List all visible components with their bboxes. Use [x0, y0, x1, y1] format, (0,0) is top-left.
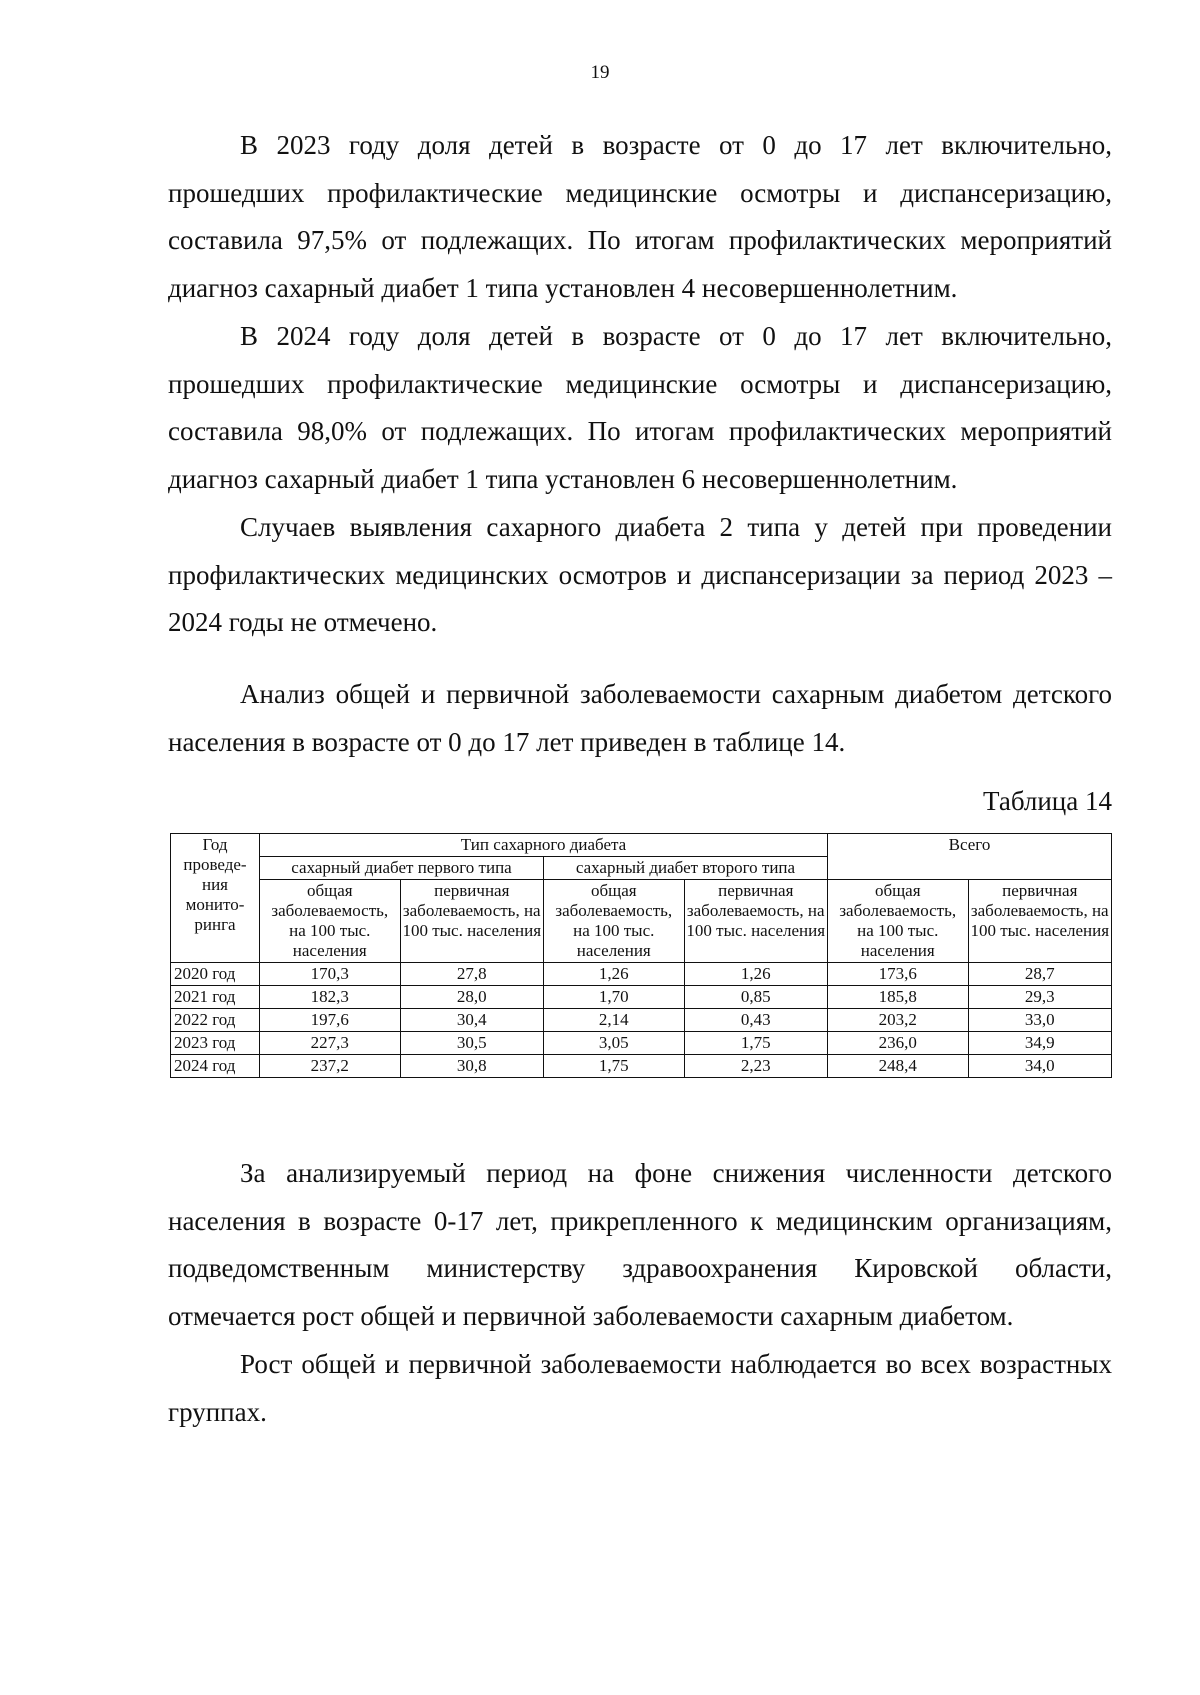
paragraph-6: Рост общей и первичной заболеваемости наблюдается во всех возрастных группах. — [168, 1349, 1112, 1427]
cell-value: 173,6 — [827, 963, 968, 986]
paragraph-2: В 2024 году доля детей в возрасте от 0 до 17 лет включительно, прошедших профилактические медицинские осмотры и диспансеризацию, составила 98,0% от подлежащих. По итогам профилактических мероприятий диагноз сахарный диабет 1 типа установлен 6 несовершеннолетним. — [168, 321, 1112, 494]
cell-value: 34,9 — [968, 1032, 1111, 1055]
cell-year: 2022 год — [171, 1009, 260, 1032]
header-total: Всего — [827, 834, 1111, 880]
cell-value: 227,3 — [260, 1032, 401, 1055]
cell-value: 2,14 — [543, 1009, 684, 1032]
table-row — [171, 1032, 1112, 1055]
cell-value: 28,0 — [400, 986, 543, 1009]
paragraph-1: В 2023 году доля детей в возрасте от 0 до 17 лет включительно, прошедших профилактические медицинские осмотры и диспансеризацию, составила 97,5% от подлежащих. По итогам профилактических мероприятий диагноз сахарный диабет 1 типа установлен 4 несовершеннолетним. — [168, 130, 1112, 303]
cell-value: 236,0 — [827, 1032, 968, 1055]
cell-value: 1,26 — [543, 963, 684, 986]
cell-year: 2020 год — [171, 963, 260, 986]
cell-year: 2024 год — [171, 1055, 260, 1078]
header-diabetes-type: Тип сахарного диабета — [260, 834, 828, 857]
header-type1-primary: первичная заболеваемость, на 100 тыс. населения — [400, 880, 543, 963]
header-year: Год проведе-ния монито-ринга — [171, 834, 260, 963]
header-total-general: общая заболеваемость, на 100 тыс. населения — [827, 880, 968, 963]
cell-value: 34,0 — [968, 1055, 1111, 1078]
cell-value: 30,8 — [400, 1055, 543, 1078]
cell-value: 0,43 — [684, 1009, 827, 1032]
cell-value: 3,05 — [543, 1032, 684, 1055]
cell-year: 2023 год — [171, 1032, 260, 1055]
cell-value: 182,3 — [260, 986, 401, 1009]
header-type1-general: общая заболеваемость, на 100 тыс. населения — [260, 880, 401, 963]
table-caption: Таблица 14 — [983, 786, 1112, 816]
cell-value: 1,75 — [684, 1032, 827, 1055]
header-total-primary: первичная заболеваемость, на 100 тыс. населения — [968, 880, 1111, 963]
cell-value: 203,2 — [827, 1009, 968, 1032]
cell-value: 1,26 — [684, 963, 827, 986]
header-type2: сахарный диабет второго типа — [543, 857, 827, 880]
table-row — [171, 1009, 1112, 1032]
paragraph-3: Случаев выявления сахарного диабета 2 типа у детей при проведении профилактических медицинских осмотров и диспансеризации за период 2023 – 2024 годы не отмечено. — [168, 512, 1112, 637]
cell-value: 33,0 — [968, 1009, 1111, 1032]
cell-value: 197,6 — [260, 1009, 401, 1032]
header-type2-general: общая заболеваемость, на 100 тыс. населения — [543, 880, 684, 963]
cell-value: 248,4 — [827, 1055, 968, 1078]
page-number: 19 — [590, 62, 610, 83]
paragraph-4: Анализ общей и первичной заболеваемости сахарным диабетом детского населения в возрасте от 0 до 17 лет приведен в таблице 14. — [168, 679, 1112, 757]
header-type2-primary: первичная заболеваемость, на 100 тыс. населения — [684, 880, 827, 963]
cell-value: 28,7 — [968, 963, 1111, 986]
cell-value: 1,75 — [543, 1055, 684, 1078]
cell-value: 0,85 — [684, 986, 827, 1009]
cell-value: 1,70 — [543, 986, 684, 1009]
header-type1: сахарный диабет первого типа — [260, 857, 544, 880]
cell-value: 237,2 — [260, 1055, 401, 1078]
cell-value: 27,8 — [400, 963, 543, 986]
table-row — [171, 1055, 1112, 1078]
cell-value: 2,23 — [684, 1055, 827, 1078]
cell-value: 30,4 — [400, 1009, 543, 1032]
table-row — [171, 986, 1112, 1009]
cell-value: 30,5 — [400, 1032, 543, 1055]
cell-year: 2021 год — [171, 986, 260, 1009]
paragraph-5: За анализируемый период на фоне снижения численности детского населения в возрасте 0-17 лет, прикрепленного к медицинским организациям, подведомственным министерству здравоохранения Кировской области, отмечается рост общей и первичной заболеваемости сахарным диабетом. — [168, 1158, 1112, 1331]
diabetes-incidence-table — [170, 833, 1112, 1078]
cell-value: 185,8 — [827, 986, 968, 1009]
cell-value: 29,3 — [968, 986, 1111, 1009]
table-row — [171, 963, 1112, 986]
cell-value: 170,3 — [260, 963, 401, 986]
